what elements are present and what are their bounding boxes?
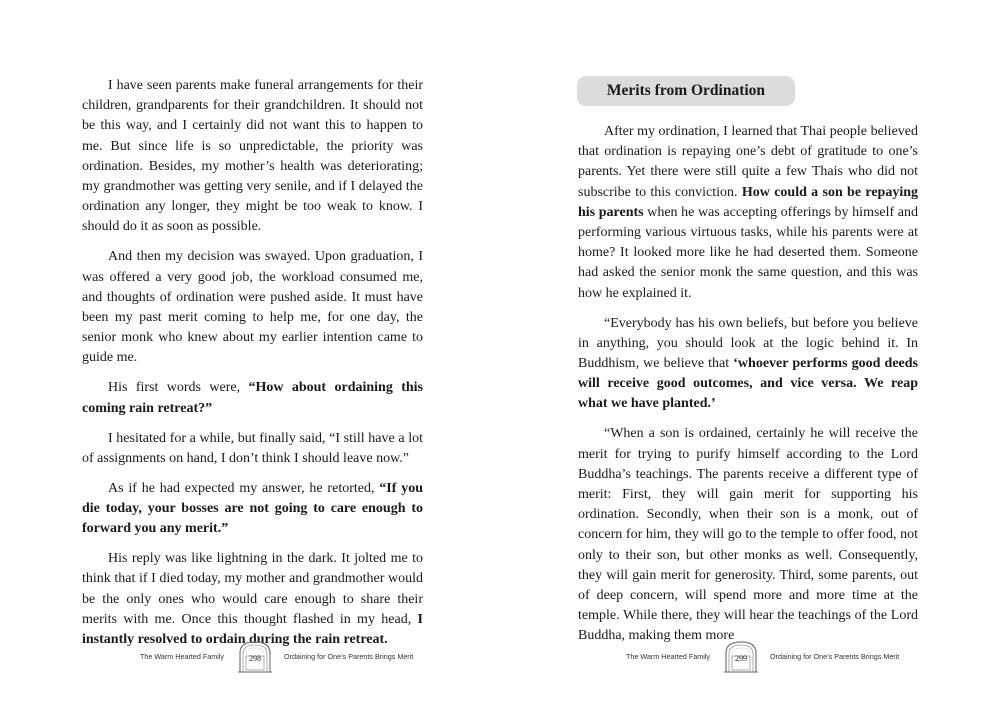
bold-text: “How about ordaining this coming rain retreat?” bbox=[82, 380, 423, 416]
page-number-emblem bbox=[722, 639, 760, 673]
text-run: His reply was like lightning in the dark. It jolted me to think that if I died today, my mother and grandmother would be the only ones who would care enough to share their merits with me. Once this thought flashed in my head, bbox=[82, 551, 423, 627]
left-footer bbox=[114, 638, 413, 674]
paragraph bbox=[82, 247, 423, 368]
paragraph bbox=[578, 314, 918, 415]
page-number-emblem bbox=[236, 639, 274, 673]
paragraph bbox=[578, 122, 918, 304]
text-run: His first words were, bbox=[108, 380, 249, 396]
bold-text: “If you die today, your bosses are not going to care enough to forward you any merit.” bbox=[82, 480, 423, 537]
section-heading-text: Merits from Ordination bbox=[606, 82, 766, 99]
left-page-body bbox=[82, 76, 423, 660]
paragraph bbox=[82, 479, 423, 540]
footer-book-title: The Warm Hearted Family bbox=[625, 651, 710, 661]
text-run: As if he had expected my answer, he retorted, bbox=[108, 480, 380, 496]
text-run: After my ordination, I learned that Thai people believed that ordination is repaying one’s debt of gratitude to one’s parents. Yet there were still quite a few Thais who did not subscribe to this conviction. bbox=[578, 124, 918, 200]
paragraph bbox=[82, 76, 423, 238]
paragraph bbox=[578, 424, 918, 646]
text-run: I hesitated for a while, but finally said, “I still have a lot of assignments on hand, I don’t think I should leave now.” bbox=[82, 430, 423, 466]
bold-text: I instantly resolved to ordain during the rain retreat. bbox=[82, 611, 423, 648]
footer-chapter-title: Ordaining for One’s Parents Brings Merit bbox=[284, 651, 414, 661]
text-run: “Everybody has his own beliefs, but before you believe in anything, you should look at the logic behind it. In Buddhism, we believe that bbox=[578, 315, 918, 372]
text-run: “When a son is ordained, certainly he will receive the merit for trying to purify himself according to the Lord Buddha’s teachings. The parents receive a different type of merit: First, they will gain merit for supporting his ordination. Secondly, when their son is a monk, out of concern for him, they will go to the temple to offer food, not only to their son, but other monks as well. Consequently, they will gain merit for generosity. Third, some parents, out of deep concern, will spend more and more time at the temple. While there, they will hear the teachings of the Lord Buddha, making them more bbox=[578, 426, 918, 644]
page-number: 299 bbox=[735, 654, 747, 663]
paragraph bbox=[82, 378, 423, 418]
footer-book-title: The Warm Hearted Family bbox=[139, 651, 224, 661]
section-heading bbox=[577, 76, 795, 106]
paragraph bbox=[82, 549, 423, 650]
paragraph bbox=[82, 429, 423, 469]
right-footer bbox=[600, 638, 899, 674]
text-run: And then my decision was swayed. Upon graduation, I was offered a very good job, the workload consumed me, and thoughts of ordination were pushed aside. It must have been my past merit coming to help me, for one day, the senior monk who knew about my earlier intention came to guide me. bbox=[82, 249, 423, 366]
text-run: when he was accepting offerings by himself and performing various virtuous tasks, while his parents were at home? It looked more like he had deserted them. Someone had asked the senior monk the same question, and this was how he explained it. bbox=[578, 204, 919, 301]
bold-text: ‘whoever performs good deeds will receive good outcomes, and vice versa. We reap what we have planted.’ bbox=[578, 356, 918, 412]
text-run: I have seen parents make funeral arrangements for their children, grandparents for their grandchildren. It should not be this way, and I certainly did not want this to happen to me. But since life is so unpredictable, the priority was ordination. Besides, my mother’s health was deteriorating; my grandmother was getting very senile, and if I delayed the ordination any longer, they might be too weak to know. I should do it as soon as possible. bbox=[82, 78, 423, 235]
page-number: 298 bbox=[249, 654, 261, 663]
right-page-body bbox=[578, 122, 918, 656]
footer-chapter-title: Ordaining for One’s Parents Brings Merit bbox=[770, 651, 900, 661]
bold-text: How could a son be repaying his parents bbox=[578, 184, 919, 220]
